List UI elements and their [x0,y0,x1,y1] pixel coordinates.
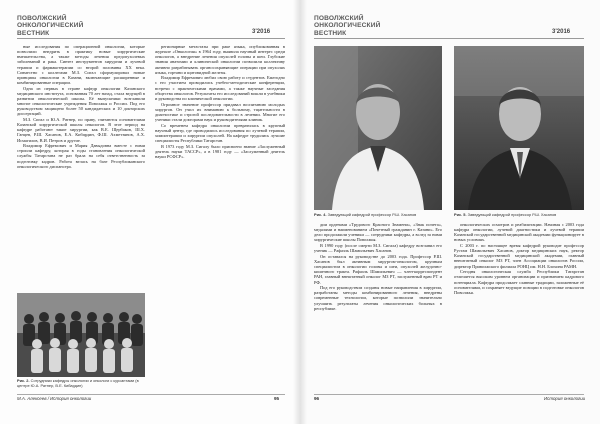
portrait-photo-2 [454,46,584,210]
paragraph: В 1973 году М.З. Сигалу было присвоено звание «Заслуженный деятель науки ТАССР», а в 1981 году — «Заслуженный деятель науки РСФСР». [155,143,285,159]
journal-title-line: ОНКОЛОГИЧЕСКИЙ [17,22,84,30]
header-rule [314,38,584,39]
book-gutter [293,0,307,424]
paragraph: М.З. Сигал и Ю.А. Ратнер, по праву, считаются основателями Казанской хирургической школы онкологов. В этот период на кафедре работают такие хирургии, как В.Е. Щербаков, Ш.Х. Ганцев, Р.Ш. Хасанов, Е.А. Кибардин, Ф.Ш. Ахметзянов, А.Х. Исмагилов, В.И. Петров и другие. [17,116,145,143]
footer-rule [17,394,285,395]
caption-label: Рис. 2. [17,378,30,383]
right-page [300,0,600,424]
issue-number: 3'2016 [552,29,571,35]
caption-text: Заведующий кафедрой профессор Р.Ш. Хасанов [467,212,557,217]
caption-label: Рис. 5. [454,212,467,217]
paragraph: В 1990 году (после смерти М.З. Сигала) кафедру возглавил его ученик — Рафаэль Шамильевич Хасанов. [314,243,442,254]
paragraph: Владимир Ефремович и Мария Давыдовна вместе с ними строили кафедру, которая в годы становления онкологической службы Татарстана не раз брала на себя ответственность за подготовку кадров. Работа велась на базе Республиканского онкологического диспансера. [17,143,145,169]
page-number: 95 [274,396,280,401]
journal-title-line: ВЕСТНИК [17,29,50,37]
journal-title-line: ПОВОЛЖСКИЙ [314,15,364,22]
journal-title-line: ОНКОЛОГИЧЕСКИЙ [314,22,381,30]
caption-text: Сотрудники кафедры онкологии и онкологи с курсантами (в центре Ю.А. Ратнер, В.Е. Кибардин) [17,378,139,388]
paragraph: С 2003 г. по настоящее время кафедрой руководит профессор Рустам Шамильевич Хасанов, доктор медицинских наук, ректор Казанской государственной медицинской академии, главный внештатный онколог МЗ РТ, член Ассоциации онкологов России, директор Приволжского филиала РОНЦ им. Н.Н. Блохина РАМН. [454,243,584,269]
paragraph: Сегодня онкологическая служба Республики Татарстан отличается высоким уровнем организации и признанием кадрового потенциала. Кафедра продолжает славные традиции, заложенные её основателями, и сохраняет ведущие позиции в подготовке онкологов Поволжья. [454,269,584,295]
text-column-1 [314,222,442,390]
text-column-2 [454,222,584,390]
portrait-caption-1 [314,213,444,218]
page-number: 96 [314,396,320,401]
paragraph: Он оставался на руководстве до 2003 года. Профессор Р.Ш. Хасанов был активным хирургом-онкологом, крупным специалистом в онкологии головы и шеи, опухолей желудочно-кишечного тракта. Рафаэль Шамильевич — член-корреспондент РАН, главный внештатный онколог МЗ РТ, заслуженный врач РТ и РФ. [314,253,442,285]
text-column-2 [155,44,285,390]
running-footer: М.А. Алексеев / История онкологии [17,396,92,401]
paragraph: ные исследования по операционной онкологии, которые позволили внедрить в практику новые хирургические вмешательства, а также методы лечения предопухолевых заболеваний и рака. Синтез инструментов хирургии и лучевой терапии и фармакотерапии со второй половины ХХ века. Совместно с коллегами М.З. Сигал сформулировал новые принципы онкологии в Казани, включающие расширенные и комбинированные операции. [17,44,145,86]
header-rule [17,38,285,39]
portrait-image [314,46,442,210]
journal-title [314,15,381,37]
portrait-image [454,46,584,210]
text-column-1 [17,44,145,290]
footer-rule [314,394,584,395]
portrait-photo-1 [314,46,442,210]
paragraph: онкологических осмотров и реабилитации. Начиная с 2003 года кафедра онкологии, лучевой диагностики и лучевой терапии Казанской государственной медицинской академии функционирует в новых условиях. [454,222,584,243]
photo-caption [17,379,145,388]
paragraph: регионарные метастазы при раке языка, опубликованная в журнале «Онкология» в 1964 году, выявила научный интерес среди онкологов, а внедрение лечения опухолей головы и шеи. Глубокие знания анатомии и клинической онкологии позволили коллективу активно разрабатывать органосохраняющие операции при опухолях языка, гортани и щитовидной железы. [155,44,285,75]
group-photo [17,293,145,377]
group-photo-image [17,293,145,377]
running-footer: История онкологии [544,396,586,401]
paragraph: Владимир Ефремович любил свою работу и студентов. Ежегодно с его участием проводились учебно-методические конференции, встречи с практическими врачами, а также научные заседания общества онкологов. Результаты его исследований вошли в учебники и руководства по клинической онкологии. [155,75,285,101]
paragraph: Огромное значение профессор придавал воспитанию молодых хирургов. Он учил их вниманию к больному, тщательности в диагностике и строгой последовательности в лечении. Многие его ученики стали докторами наук и руководителями клиник. [155,101,285,122]
paragraph: Со временем кафедра онкологии превратилась в крупный научный центр, где проводились исследования по лучевой терапии, химиотерапии и хирургии опухолей. На кафедре трудились лучшие специалисты Республики Татарстан. [155,122,285,143]
issue-number: 3'2016 [252,29,271,35]
caption-text: Заведующий кафедрой профессор Р.Ш. Хасанов [327,212,417,217]
paragraph: Под его руководством созданы новые направления в хирургии, разработаны методы комбинированного лечения, внедрены современные технологии, которые позволили значительно улучшить результаты лечения онкологических больных в республике. [314,285,442,311]
journal-title-line: ВЕСТНИК [314,29,347,37]
journal-title [17,15,84,37]
portrait-caption-2 [454,213,584,218]
paragraph: дии орденами «Трудового Красного Знамени», «Знак почета», медалями и наименованием «Почетный гражданин г. Казани». Его дело продолжили ученики — сотрудники кафедры, а вслед за ними хирургические школы Поволжья. [314,222,442,243]
caption-label: Рис. 4. [314,212,327,217]
paragraph: Одна из первых в стране кафедр онкологии Казанского медицинского института, основанная 70 лет назад, стала ведущей в развитии онкологической школы. Её выпускники возглавили многие онкологические учреждения Поволжья и России. Под его руководством защищено более 50 кандидатских и 10 докторских диссертаций. [17,85,145,117]
journal-title-line: ПОВОЛЖСКИЙ [17,15,67,22]
